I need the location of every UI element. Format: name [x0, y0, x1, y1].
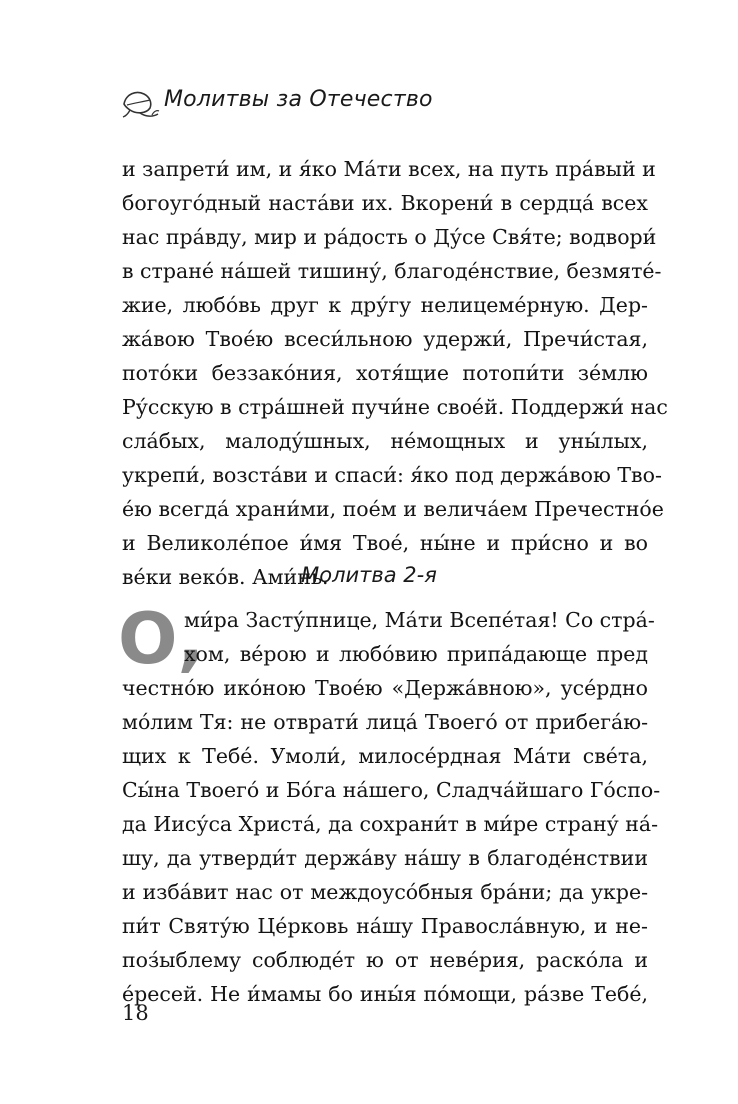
text-line: богоуго́дный наста́ви их. Вкорени́ в сердца́ всех [122, 191, 648, 215]
text-line: е́ю всегда́ храни́ми, пое́м и велича́ем Пречестно́е [122, 497, 664, 521]
running-title: Молитвы за Отечество [164, 87, 433, 112]
text-line: в стране́ на́шей тишину́, благоде́нствие, безмяте́- [122, 259, 662, 283]
text-line: и Великоле́пое и́мя Твое́, ны́не и при́сно и во [122, 531, 648, 555]
text-line: хом, ве́рою и любо́вию припа́дающе пред [184, 642, 648, 666]
text-line: е́ресей. Не и́мамы бо ины́я по́мощи, ра́зве Тебе́, [122, 982, 648, 1006]
text-line: и запрети́ им, и я́ко Ма́ти всех, на путь пра́вый и [122, 157, 656, 181]
text-line: да Иису́са Христа́, да сохрани́т в ми́ре страну́ на́- [122, 812, 659, 836]
paragraph-2 [122, 603, 661, 1011]
text-line: сла́бых, малоду́шных, не́мощных и уны́лых, [122, 429, 648, 453]
drop-cap: О, [118, 598, 205, 680]
prayer-subheading: Молитва 2-я [301, 563, 437, 587]
text-line: пото́ки беззако́ния, хотя́щие потопи́ти зе́млю [122, 361, 648, 385]
text-line: нас пра́вду, мир и ра́дость о Ду́се Свя́те; водвори́ [122, 225, 657, 249]
running-head [120, 82, 620, 122]
text-line: Ру́сскую в стра́шней пучи́не свое́й. Поддержи́ нас [122, 395, 668, 419]
paragraph-1 [122, 152, 668, 594]
text-line: жа́вою Твое́ю всеси́льною удержи́, Пречи́стая, [122, 327, 648, 351]
text-line: пи́т Святу́ю Це́рковь на́шу Правосла́вную, и не- [122, 914, 648, 938]
text-line: ми́ра Засту́пнице, Ма́ти Всепе́тая! Со стра́- [184, 608, 655, 632]
text-line: ве́ки веко́в. Ами́нь. [122, 565, 329, 589]
text-line: жие, любо́вь друг к дру́гу нелицеме́рную. Дер- [122, 293, 648, 317]
text-line: шу, да утверди́т держа́ву на́шу в благоде́нствии [122, 846, 648, 870]
text-line: и изба́вит нас от междоусо́бныя бра́ни; да укре- [122, 880, 648, 904]
text-line: мо́лим Тя: не отврати́ лица́ Твоего́ от прибега́ю- [122, 710, 648, 734]
text-line: укрепи́, возста́ви и спаси́: я́ко под держа́вою Тво- [122, 463, 662, 487]
text-line: щих к Тебе́. Умоли́, милосе́рдная Ма́ти све́та, [122, 744, 648, 768]
text-line: честно́ю ико́ною Твое́ю «Держа́вною», усе́рдно [122, 676, 648, 700]
text-line: Сы́на Твоего́ и Бо́га на́шего, Сладча́йшаго Го́спо- [122, 778, 661, 802]
text-line: поз́ыблему соблюде́т ю от неве́рия, раско́ла и [122, 948, 648, 972]
page-number: 18 [122, 1001, 149, 1025]
leaf-ornament-icon [120, 86, 160, 120]
